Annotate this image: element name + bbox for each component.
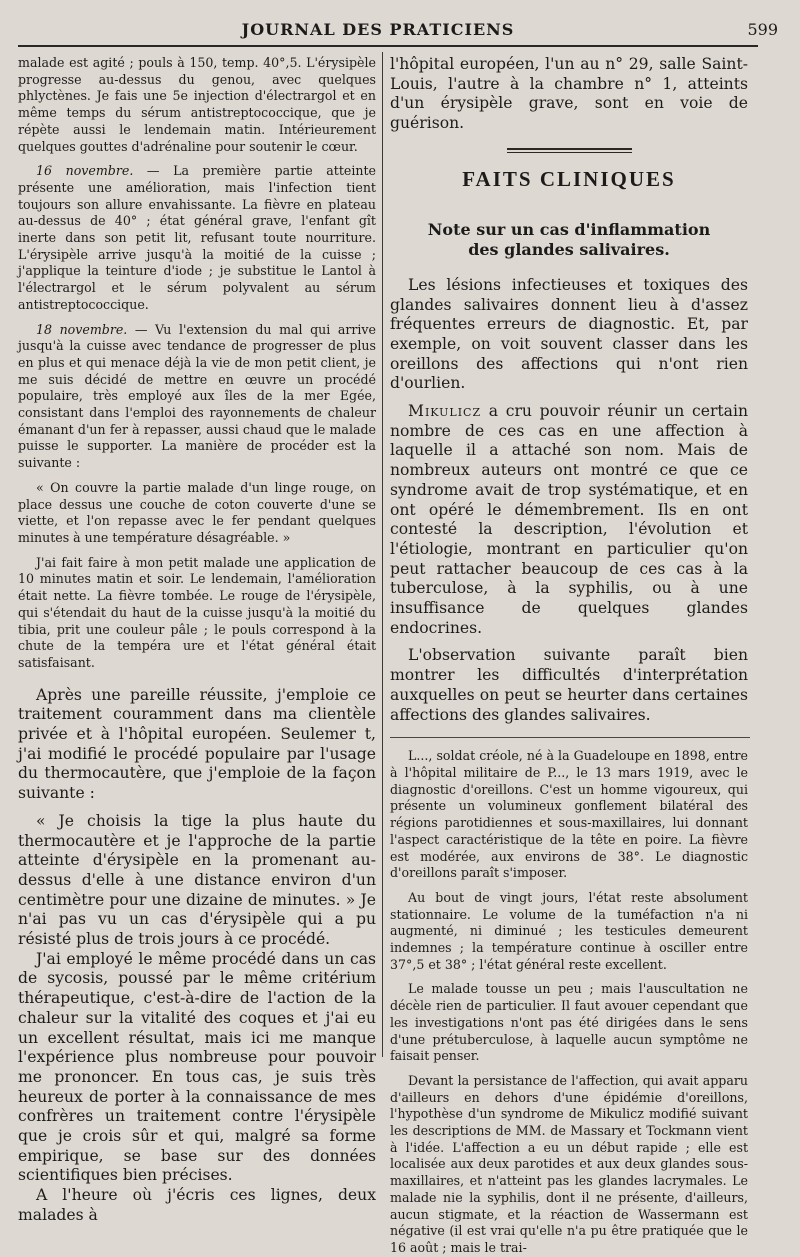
paragraph: malade est agité ; pouls à 150, temp. 40°,5. L'érysipèle progresse au-dessus du genou, avec quelques phlyctènes. Je fais une 5e injection d'électrargol et en même temps du sérum antistreptococcique, que je répète aussi le lendemain matin. Intérieurement quelques gouttes d'adrénaline pour soutenir le cœur. xyxy=(18,55,376,154)
paragraph: L'observation suivante paraît bien montrer les difficultés d'interprétation auxquelles on peut se heurter dans certaines affections des glandes salivaires. xyxy=(390,646,748,724)
quotation: « On couvre la partie malade d'un linge rouge, on place dessus une couche de coton couverte d'une se viette, et l'on repasse avec le fer pendant quelques minutes à une température désagréable. » xyxy=(18,479,376,545)
author-name: Mikulicz xyxy=(408,402,482,421)
section-title: FAITS CLINIQUES xyxy=(462,166,676,191)
case-paragraph: Devant la persistance de l'affection, qui avait apparu d'ailleurs en dehors d'une épidémie d'oreillons, l'hypothèse d'un syndrome de Mikulicz modifié suivant les descriptions de MM. de Massary et Tockmann vient à l'idée. L'affection a eu un début rapide ; elle est localisée aux deux parotides et aux deux glandes sous-maxillaires, et n'atteint pas les glandes lacrymales. Le malade nie la syphilis, dont il ne présente, d'ailleurs, aucun stigmate, et la réaction de Wassermann est négative (il est vrai qu'elle n'a pu être pratiquée que le 16 août ; mais le trai- xyxy=(390,1072,748,1255)
journal-title: JOURNAL DES PRATICIENS xyxy=(241,20,515,39)
paragraph: Mikulicz a cru pouvoir réunir un certain nombre de ces cas en une affection à laquelle il a attaché son nom. Mais de nombreux auteurs ont montré ce que ce syndrome avait de trop systématique, et en ont opéré le démembrement. Ils en ont contesté la description, l'évolution et l'étiologie, montrant en particulier qu'on peut rattacher beaucoup de ces cas à la tuberculose, à la syphilis, ou à une insuffisance de quelques glandes endocrines. xyxy=(390,402,748,637)
article-title: Note sur un cas d'inflammation des glandes salivaires. xyxy=(427,219,711,259)
quotation: « Je choisis la tige la plus haute du thermocautère et je l'approche de la partie atteinte d'érysipèle en la promenant au-dessus d'elle à une distance environ d'un centimètre pour une dizaine de minutes. » Je n'ai pas vu un cas d'érysipèle qui a pu résisté plus de trois jours à ce procédé. xyxy=(18,811,376,949)
paragraph: J'ai fait faire à mon petit malade une application de 10 minutes matin et soir. Le lendemain, l'amélioration était nette. La fièvre tombée. Le rouge de l'érysipèle, qui s'étendait du haut de la cuisse jusqu'à la moitié du tibia, prit une couleur pâle ; le pouls correspond à la chute de la tempéra ure et l'état général était satisfaisant. xyxy=(18,554,376,670)
double-rule xyxy=(507,152,632,153)
double-rule xyxy=(507,148,632,150)
paragraph: 16 novembre. — La première partie atteinte présente une amélioration, mais l'infection tient toujours son allure envahissante. La fièvre en plateau au-dessus de 40° ; état général grave, l'enfant gît inerte dans son petit lit, refusant toute nourriture. L'érysipèle arrive jusqu'à la moitié de la cuisse ; j'applique la teinture d'iode ; je substitue le Lantol à l'électrargol et le sérum polyvalent au sérum antistreptococcique. xyxy=(18,163,376,312)
case-paragraph: L..., soldat créole, né à la Guadeloupe en 1898, entre à l'hôpital militaire de P..., le 13 mars 1919, avec le diagnostic d'oreillons. C'est un homme vigoureux, qui présente un volumineux gonflement bilatéral des régions parotidiennes et sous-maxillaires, lui donnant l'aspect caractéristique de la tête en poire. La fièvre est modérée, aux environs de 38°. Le diagnostic d'oreillons paraît s'imposer. xyxy=(390,748,748,881)
date: 16 novembre. xyxy=(36,163,134,179)
page-number: 599 xyxy=(747,20,778,39)
paragraph: A l'heure où j'écris ces lignes, deux malades à xyxy=(18,1186,376,1224)
paragraph: Les lésions infectieuses et toxiques des glandes salivaires donnent lieu à d'assez fréquentes erreurs de diagnostic. Et, par exemple, on voit souvent classer dans les oreillons des affections qui n'ont rien d'ourlien. xyxy=(390,275,748,393)
paragraph: J'ai employé le même procédé dans un cas de sycosis, poussé par le même critérium thérapeutique, c'est-à-dire de l'action de la chaleur sur la vitalité des coques et j'ai eu un excellent résultat, mais ici me manque l'expérience plus nombreuse pour pouvoir me prononcer. En tous cas, je suis très heureux de porter à la connaissance de mes confrères un traitement contre l'érysipèle que je crois sûr et qui, malgré sa forme empirique, se base sur des données scientifiques bien précises. xyxy=(18,949,376,1185)
case-paragraph: Au bout de vingt jours, l'état reste absolument stationnaire. Le volume de la tuméfaction n'a ni augmenté, ni diminué ; les testicules demeurent indemnes ; la température continue à osciller entre 37°,5 et 38° ; l'état général reste excellent. xyxy=(390,889,748,972)
date: 18 novembre. xyxy=(36,321,128,337)
separator-rule xyxy=(390,737,750,738)
case-paragraph: Le malade tousse un peu ; mais l'auscultation ne décèle rien de particulier. Il faut avouer cependant que les investigations n'ont pas été dirigées dans le sens d'une prétuberculose, à laquelle aucun symptôme ne faisait penser. xyxy=(390,981,748,1064)
page-header xyxy=(18,18,778,44)
paragraph: l'hôpital européen, l'un au n° 29, salle Saint-Louis, l'autre à la chambre n° 1, atteints d'un érysipèle grave, sont en voie de guérison. xyxy=(390,55,748,133)
left-column xyxy=(18,55,376,1226)
paragraph: Après une pareille réussite, j'emploie ce traitement couramment dans ma clientèle privée et à l'hôpital européen. Seulemer t, j'ai modifié le procédé populaire par l'usage du thermocautère, que j'emploie de la façon suivante : xyxy=(18,685,376,803)
column-divider xyxy=(382,52,383,1057)
paragraph: 18 novembre. — Vu l'extension du mal qui arrive jusqu'à la cuisse avec tendance de progresser de plus en plus et qui menace déjà la vie de mon petit client, je me suis décidé de mettre en œuvre un procédé populaire, très employé aux îles de la mer Egée, consistant dans l'emploi des rayonnements de chaleur émanant d'un fer à repasser, aussi chaud que le malade puisse le supporter. La manière de procéder est la suivante : xyxy=(18,321,376,471)
header-rule xyxy=(18,45,758,47)
right-column xyxy=(390,55,748,1257)
